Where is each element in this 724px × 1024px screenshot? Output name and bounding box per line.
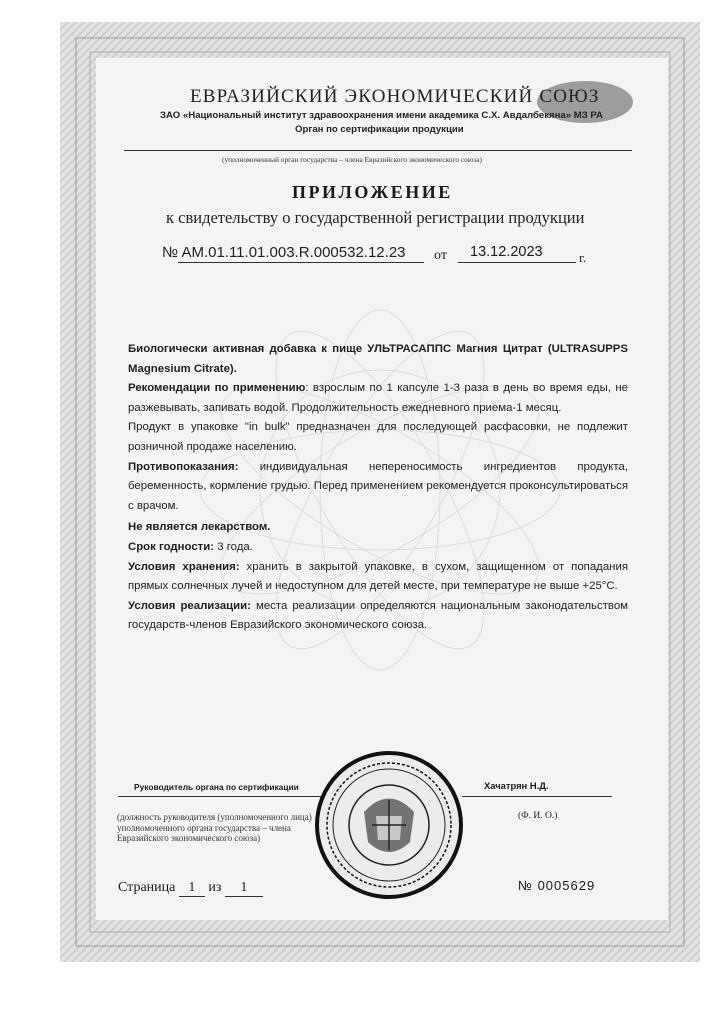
name-line — [462, 796, 612, 797]
header-divider — [124, 150, 632, 151]
serial-prefix: № — [518, 878, 533, 893]
recommendations-text: : взрослым по 1 капсуле 1-3 раза в день во время еды, не разжевывать, запивать водой. Продолжительность ежедневного приема-1 месяц. — [128, 382, 628, 414]
position-line — [118, 796, 324, 797]
bulk-text: Продукт в упаковке "in bulk" предназначен для последующей расфасовки, не подлежит розничной продаже населению. — [128, 421, 628, 453]
union-title: ЕВРАЗИЙСКИЙ ЭКОНОМИЧЕСКИЙ СОЮЗ — [190, 86, 600, 107]
certificate-number — [162, 244, 406, 261]
storage-text: хранить в закрытой упаковке, в сухом, защищенном от попадания прямых солнечных лучей и недоступном для детей месте, при температуре не выше +25°С. — [128, 560, 628, 593]
date-underline — [458, 262, 576, 263]
position-note: (должность руководителя (уполномоченного лица) уполномоченного органа государства – члена Евразийского экономического союза) — [117, 812, 312, 844]
contraindications-text: индивидуальная непереносимость ингредиентов продукта, беременность, кормление грудью. Перед применением рекомендуется проконсультироваться с врачом. — [128, 460, 628, 512]
recommendations-label: Рекомендации по применению — [128, 382, 306, 395]
page-current: 1 — [179, 880, 205, 897]
product-description — [128, 340, 628, 636]
head-signature-label: Руководитель органа по сертификации — [134, 782, 299, 792]
page-total: 1 — [225, 880, 263, 897]
serial-number — [518, 878, 595, 893]
sale-label: Условия реализации: — [128, 599, 251, 612]
signer-name: Хачатрян Н.Д. — [484, 780, 549, 791]
storage-label: Условия хранения: — [128, 560, 240, 573]
page-of: из — [208, 880, 222, 895]
shelf-life-text: 3 года. — [214, 540, 253, 553]
from-label: от — [434, 248, 447, 263]
not-drug-note: Не является лекарством. — [128, 521, 271, 534]
contraindications-label: Противопоказания: — [128, 460, 239, 473]
product-name: Биологически активная добавка к пище УЛЬТРАСАППС Магния Цитрат (ULTRASUPPS Magnesium Citrate). — [128, 343, 628, 375]
number-underline — [178, 262, 424, 263]
number-prefix: № — [162, 244, 179, 261]
number-value: AM.01.11.01.003.R.000532.12.23 — [181, 244, 406, 261]
sale-text: места реализации определяются национальным законодательством государств-членов Евразийского экономического союза. — [128, 599, 628, 632]
serial-value: 0005629 — [537, 878, 596, 893]
page-counter — [118, 880, 263, 897]
institute-name: ЗАО «Национальный институт здравоохранения имени академика С.Х. Авдалбекяна» МЗ РА — [160, 110, 603, 121]
round-seal-stamp — [314, 750, 464, 900]
page-subtitle: к свидетельству о государственной регистрации продукции — [166, 208, 585, 227]
authority-note: (уполномоченный орган государства – члена Евразийского экономического союза) — [222, 155, 483, 164]
page-title: ПРИЛОЖЕНИЕ — [292, 182, 453, 202]
fio-note: (Ф. И. О.) — [518, 811, 558, 821]
page-label: Страница — [118, 880, 176, 895]
certificate-date: 13.12.2023 — [470, 244, 543, 260]
shelf-life-label: Срок годности: — [128, 540, 215, 553]
year-suffix: г. — [579, 250, 587, 265]
certification-organ: Орган по сертификации продукции — [295, 124, 464, 135]
